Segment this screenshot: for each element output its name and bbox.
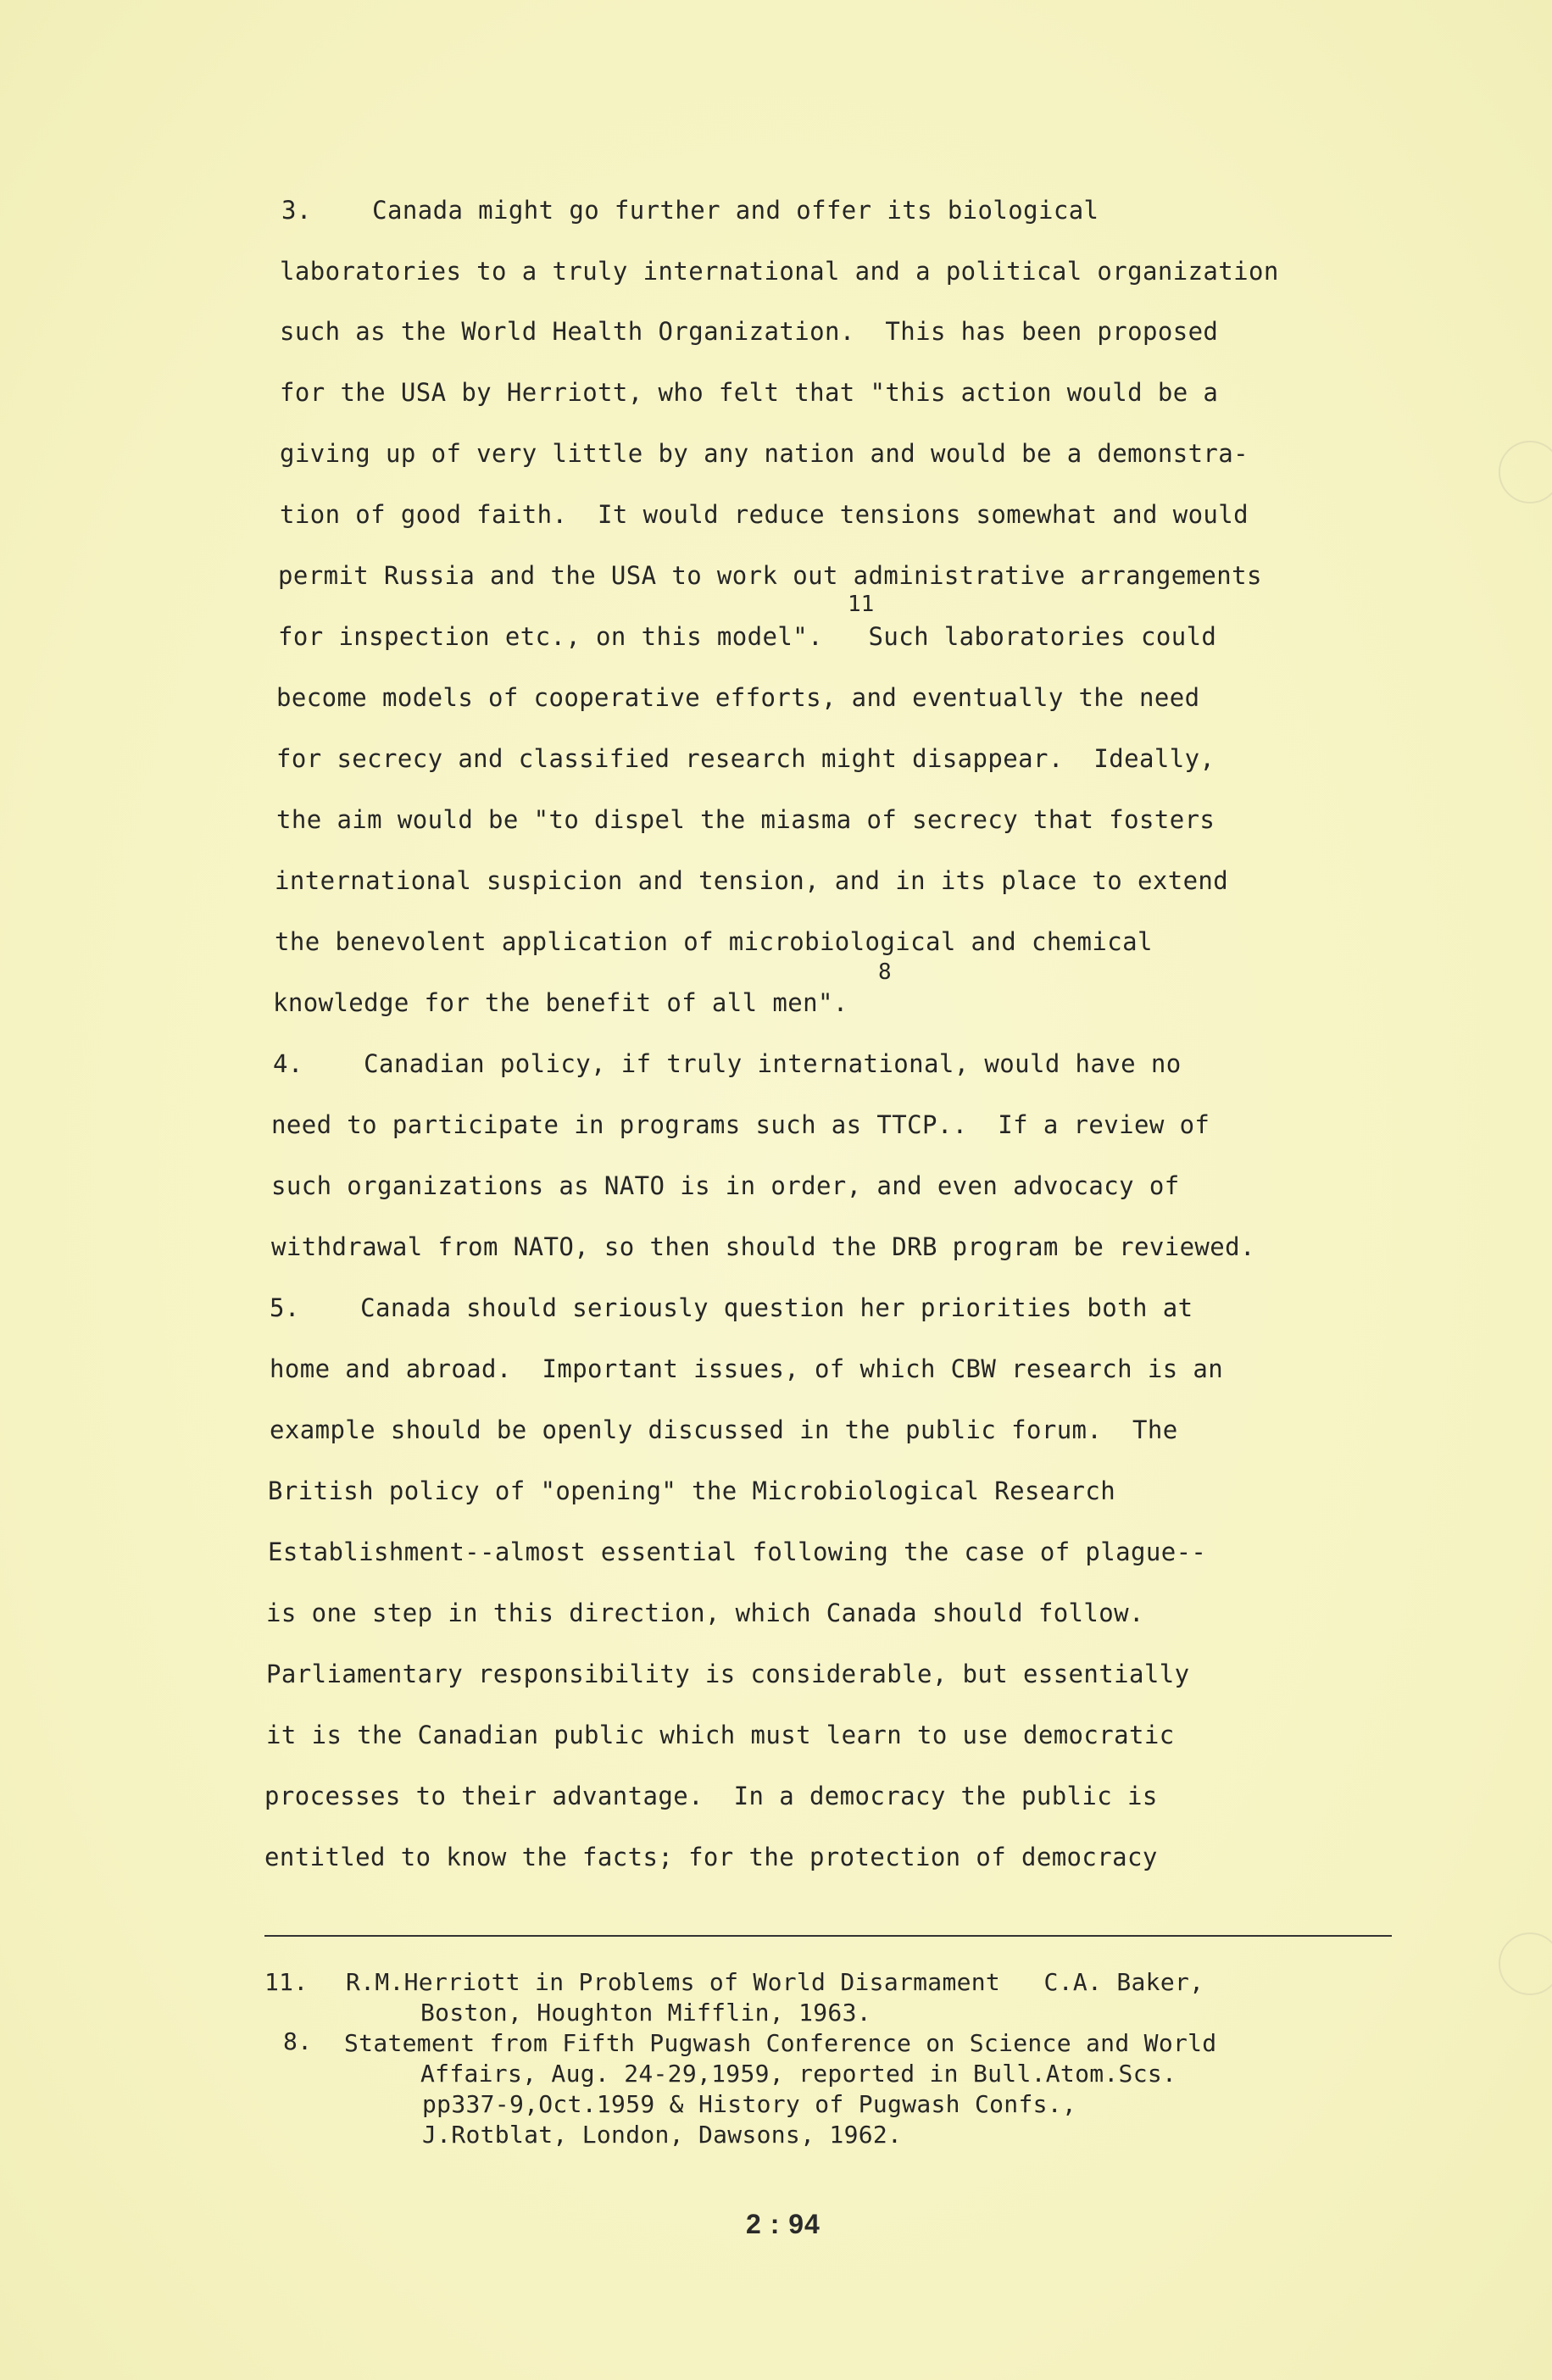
body-line: Establishment--almost essential following the case of plague-- [268, 1538, 1207, 1566]
footnote-number: 11. [264, 1968, 309, 1996]
punch-hole-mark [1499, 1932, 1552, 1995]
body-line: international suspicion and tension, and in its place to extend [275, 866, 1229, 895]
page-number: 2 : 94 [746, 2209, 821, 2239]
body-line: laboratories to a truly international and a political organization [280, 257, 1279, 286]
body-line: for inspection etc., on this model". Such laboratories could [278, 622, 1217, 651]
body-line: permit Russia and the USA to work out administrative arrangements [278, 561, 1262, 590]
body-line: entitled to know the facts; for the protection of democracy [264, 1843, 1158, 1871]
footnote-number: 8. [283, 2027, 313, 2055]
punch-hole-mark [1499, 441, 1552, 503]
footnote-line: Boston, Houghton Mifflin, 1963. [420, 1999, 871, 2027]
footnote-line: pp337-9,Oct.1959 & History of Pugwash Confs., [422, 2090, 1077, 2118]
body-line: such organizations as NATO is in order, and even advocacy of [271, 1171, 1180, 1200]
footnote-divider [264, 1935, 1392, 1937]
body-line: become models of cooperative efforts, and eventually the need [276, 683, 1200, 712]
body-line: tion of good faith. It would reduce tensions somewhat and would [280, 500, 1249, 529]
body-line: it is the Canadian public which must learn to use democratic [266, 1721, 1175, 1749]
footnote-reference-11: 11 [848, 592, 875, 617]
body-line: 4. Canadian policy, if truly international, would have no [273, 1049, 1182, 1078]
body-line: the benevolent application of microbiological and chemical [275, 927, 1153, 956]
body-line: knowledge for the benefit of all men". [273, 988, 848, 1017]
body-line: is one step in this direction, which Canada should follow. [266, 1599, 1144, 1627]
footnote-line: J.Rotblat, London, Dawsons, 1962. [422, 2121, 903, 2149]
body-line: for the USA by Herriott, who felt that "this action would be a [280, 378, 1219, 407]
body-line: Parliamentary responsibility is considerable, but essentially [266, 1660, 1190, 1688]
body-line: such as the World Health Organization. This has been proposed [280, 317, 1219, 346]
footnote-line: R.M.Herriott in Problems of World Disarmament C.A. Baker, [346, 1968, 1204, 1996]
body-line: withdrawal from NATO, so then should the DRB program be reviewed. [271, 1232, 1255, 1261]
body-line: need to participate in programs such as TTCP.. If a review of [271, 1110, 1210, 1139]
body-line: for secrecy and classified research might disappear. Ideally, [276, 744, 1215, 773]
body-line: the aim would be "to dispel the miasma of secrecy that fosters [276, 805, 1215, 834]
footnote-line: Affairs, Aug. 24-29,1959, reported in Bull.Atom.Scs. [420, 2060, 1177, 2088]
body-line: home and abroad. Important issues, of which CBW research is an [270, 1354, 1224, 1383]
body-line: example should be openly discussed in the public forum. The [270, 1415, 1178, 1444]
body-line: giving up of very little by any nation and would be a demonstra- [280, 439, 1249, 468]
body-line: 3. Canada might go further and offer its biological [281, 196, 1099, 225]
footnote-reference-8: 8 [878, 959, 892, 985]
body-line: British policy of "opening" the Microbiological Research [268, 1476, 1116, 1505]
footnote-line: Statement from Fifth Pugwash Conference on Science and World [344, 2029, 1217, 2057]
body-line: 5. Canada should seriously question her priorities both at [270, 1293, 1193, 1322]
body-line: processes to their advantage. In a democracy the public is [264, 1782, 1158, 1810]
